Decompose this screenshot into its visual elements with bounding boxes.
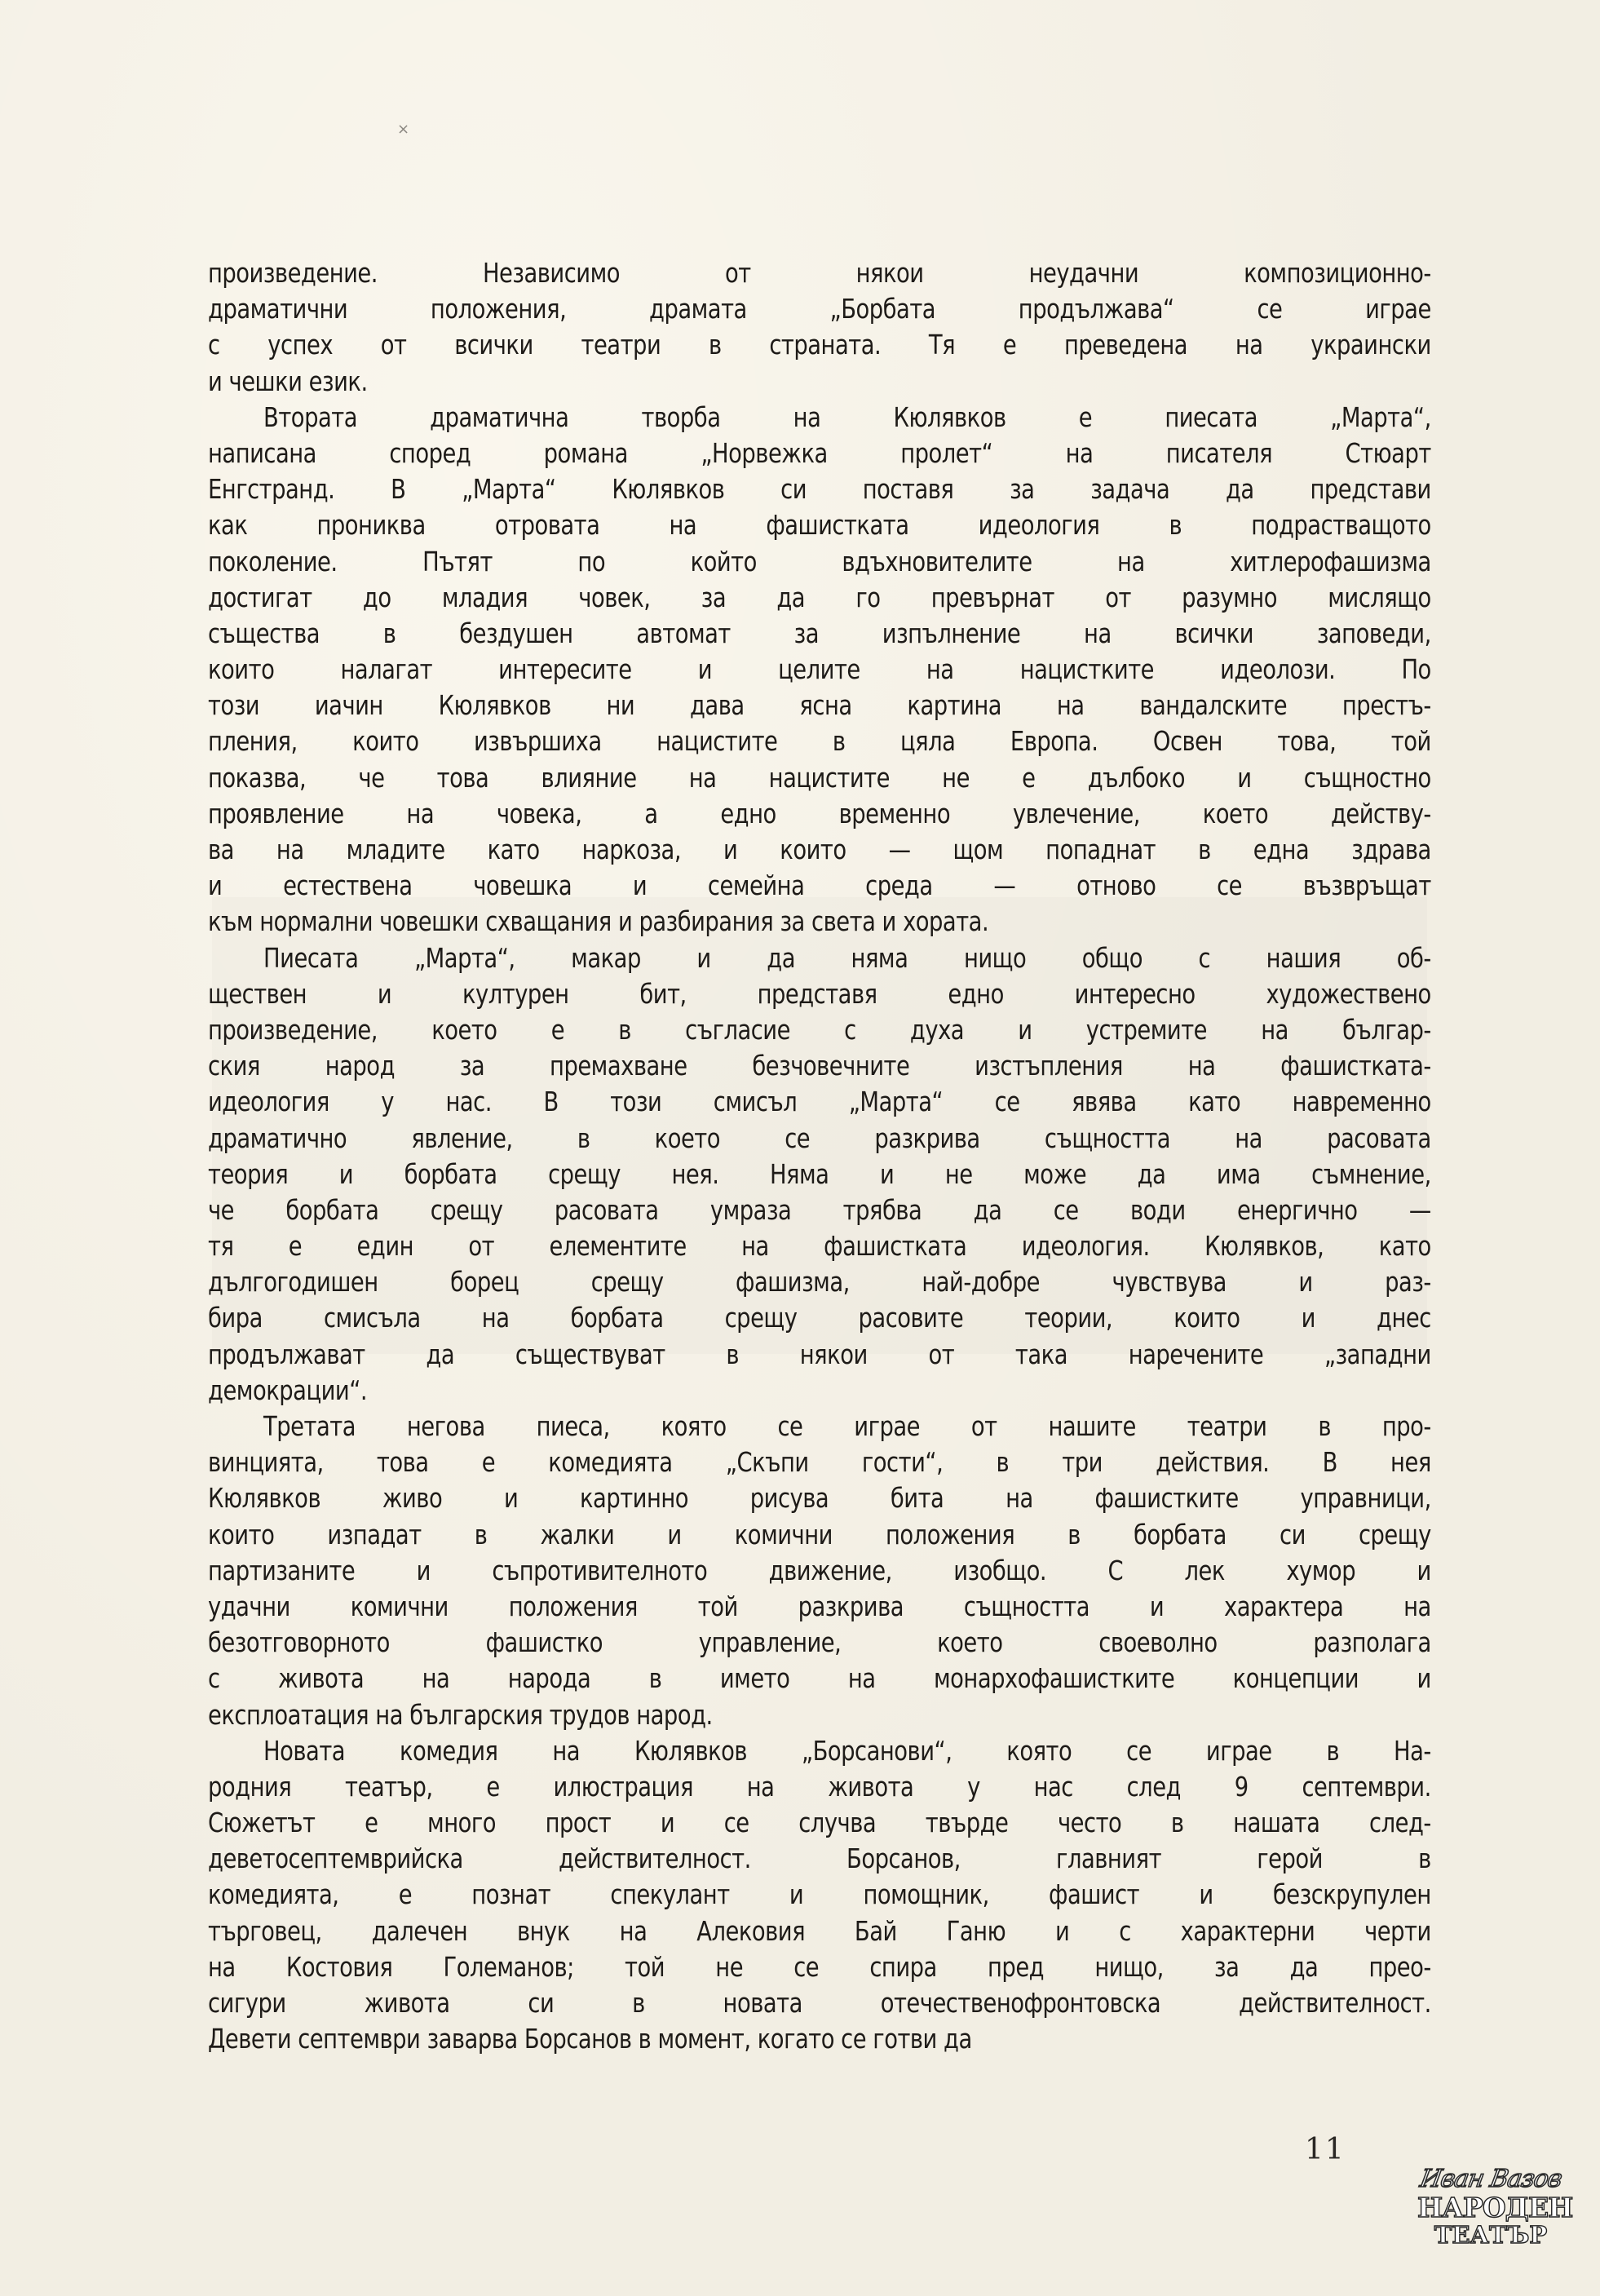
text-line: винцията, това е комедията „Скъпи гости“, в три действия. В нея — [208, 1446, 1431, 1479]
paragraph — [208, 1733, 1431, 2058]
paragraph — [208, 400, 1431, 940]
text-line: и чешки език. — [208, 365, 368, 397]
text-line: идеология у нас. В този смисъл „Марта“ се явява като навременно — [208, 1086, 1431, 1118]
body-text — [208, 255, 1431, 2057]
paragraph — [208, 255, 1431, 400]
text-line: драматични положения, драмата „Борбата продължава“ се играе — [208, 293, 1431, 325]
text-line: търговец, далечен внук на Алековия Бай Ганю и с характерни черти — [208, 1914, 1431, 1947]
text-line: достигат до младия човек, за да го превърнат от разумно мислящо — [208, 581, 1431, 613]
text-line: бира смисъла на борбата срещу расовите теории, които и днес — [208, 1302, 1431, 1334]
text-line: Кюлявков живо и картинно рисува бита на фашистките управници, — [208, 1482, 1431, 1515]
text-line: този иачин Кюлявков ни дава ясна картина на вандалските престъ- — [208, 689, 1431, 722]
text-line: и естествена човешка и семейна среда — отново се възвръщат — [208, 869, 1431, 902]
logo-signature: Иван Вазов — [1417, 2165, 1564, 2193]
text-line: които изпадат в жалки и комични положения в борбата си срещу — [208, 1518, 1431, 1551]
text-line: дългогодишен борец срещу фашизма, най-добре чувствува и раз- — [208, 1266, 1431, 1298]
text-line: пления, които извършиха нацистите в цяла Европа. Освен това, той — [208, 725, 1431, 758]
text-line: Новата комедия на Кюлявков „Борсанови“, която се играе в На- — [263, 1734, 1431, 1767]
text-line: тя е един от елементите на фашистката идеология. Кюлявков, като — [208, 1230, 1431, 1263]
paper-speck: × — [397, 121, 410, 138]
text-line: произведение. Независимо от някои неудачни композиционно- — [208, 257, 1431, 289]
text-line: ския народ за премахване безчовечните изстъпления на фашистката- — [208, 1050, 1431, 1082]
text-line: на Костовия Големанов; той не се спира пред нищо, за да прео- — [208, 1950, 1431, 1983]
national-theatre-logo — [1417, 2165, 1573, 2255]
text-line: с живота на народа в името на монархофашистките концепции и — [208, 1662, 1431, 1695]
text-line: показва, че това влияние на нацистите не е дълбоко и същностно — [208, 761, 1431, 794]
text-line: как прониква отровата на фашистката идеология в подрастващото — [208, 509, 1431, 542]
text-line: сигури живота си в новата отечественофронтовска действителност. — [208, 1987, 1431, 2019]
text-line: Сюжетът е много прост и се случва твърде често в нашата след- — [208, 1807, 1431, 1839]
text-line: комедията, е познат спекулант и помощник, фашист и безскрупулен — [208, 1878, 1431, 1911]
paragraph — [208, 940, 1431, 1409]
paragraph — [208, 1409, 1431, 1733]
text-line: произведение, което е в съгласие с духа и устремите на българ- — [208, 1013, 1431, 1046]
text-line: ществен и културен бит, представя едно интересно художествено — [208, 977, 1431, 1010]
text-line: написана според романа „Норвежка пролет“ на писателя Стюарт — [208, 436, 1431, 469]
text-line: към нормални човешки схващания и разбирания за света и хората. — [208, 905, 989, 938]
text-line: ва на младите като наркоза, и които — щом попаднат в една здрава — [208, 834, 1431, 865]
text-line: които налагат интересите и целите на нацистките идеолози. По — [208, 653, 1431, 686]
text-line: Девети септември заварва Борсанов в момент, когато се готви да — [208, 2023, 972, 2055]
page-number: 11 — [1305, 2133, 1346, 2166]
text-line: демокрации“. — [208, 1374, 368, 1406]
text-line: поколение. Пътят по който вдъхновителите на хитлерофашизма — [208, 545, 1431, 577]
text-line: експлоатация на българския трудов народ. — [208, 1698, 713, 1731]
text-line: с успех от всички театри в страната. Тя е преведена на украински — [208, 329, 1431, 361]
text-line: продължават да съществуват в някои от така наречените „западни — [208, 1338, 1431, 1370]
text-line: деветосептемврийска действителност. Борсанов, главният герой в — [208, 1843, 1431, 1875]
text-line: проявление на човека, а едно временно увлечение, което действу- — [208, 797, 1431, 829]
text-line: Втората драматична творба на Кюлявков е пиесата „Марта“, — [263, 400, 1431, 433]
logo-line-1: НАРОДЕН — [1417, 2192, 1573, 2223]
text-line: партизаните и съпротивителното движение, изобщо. С лек хумор и — [208, 1554, 1431, 1586]
text-line: теория и борбата срещу нея. Няма и не може да има съмнение, — [208, 1157, 1431, 1190]
text-line: че борбата срещу расовата умраза трябва да се води енергично — — [208, 1193, 1431, 1226]
text-line: Пиесата „Марта“, макар и да няма нищо общо с нашия об- — [263, 941, 1431, 974]
text-line: Енгстранд. В „Марта“ Кюлявков си поставя за задача да представи — [208, 473, 1431, 506]
text-line: родния театър, е илюстрация на живота у нас след 9 септември. — [208, 1770, 1431, 1803]
logo-line-2: ТЕАТЪР — [1434, 2221, 1548, 2249]
text-line: безотговорното фашистко управление, което своеволно разполага — [208, 1626, 1431, 1659]
text-line: удачни комични положения той разкрива същността и характера на — [208, 1590, 1431, 1622]
text-line: Третата негова пиеса, която се играе от нашите театри в про- — [263, 1410, 1431, 1442]
text-line: драматично явление, в което се разкрива същността на расовата — [208, 1121, 1431, 1154]
text-line: същества в бездушен автомат за изпълнение на всички заповеди, — [208, 617, 1431, 649]
